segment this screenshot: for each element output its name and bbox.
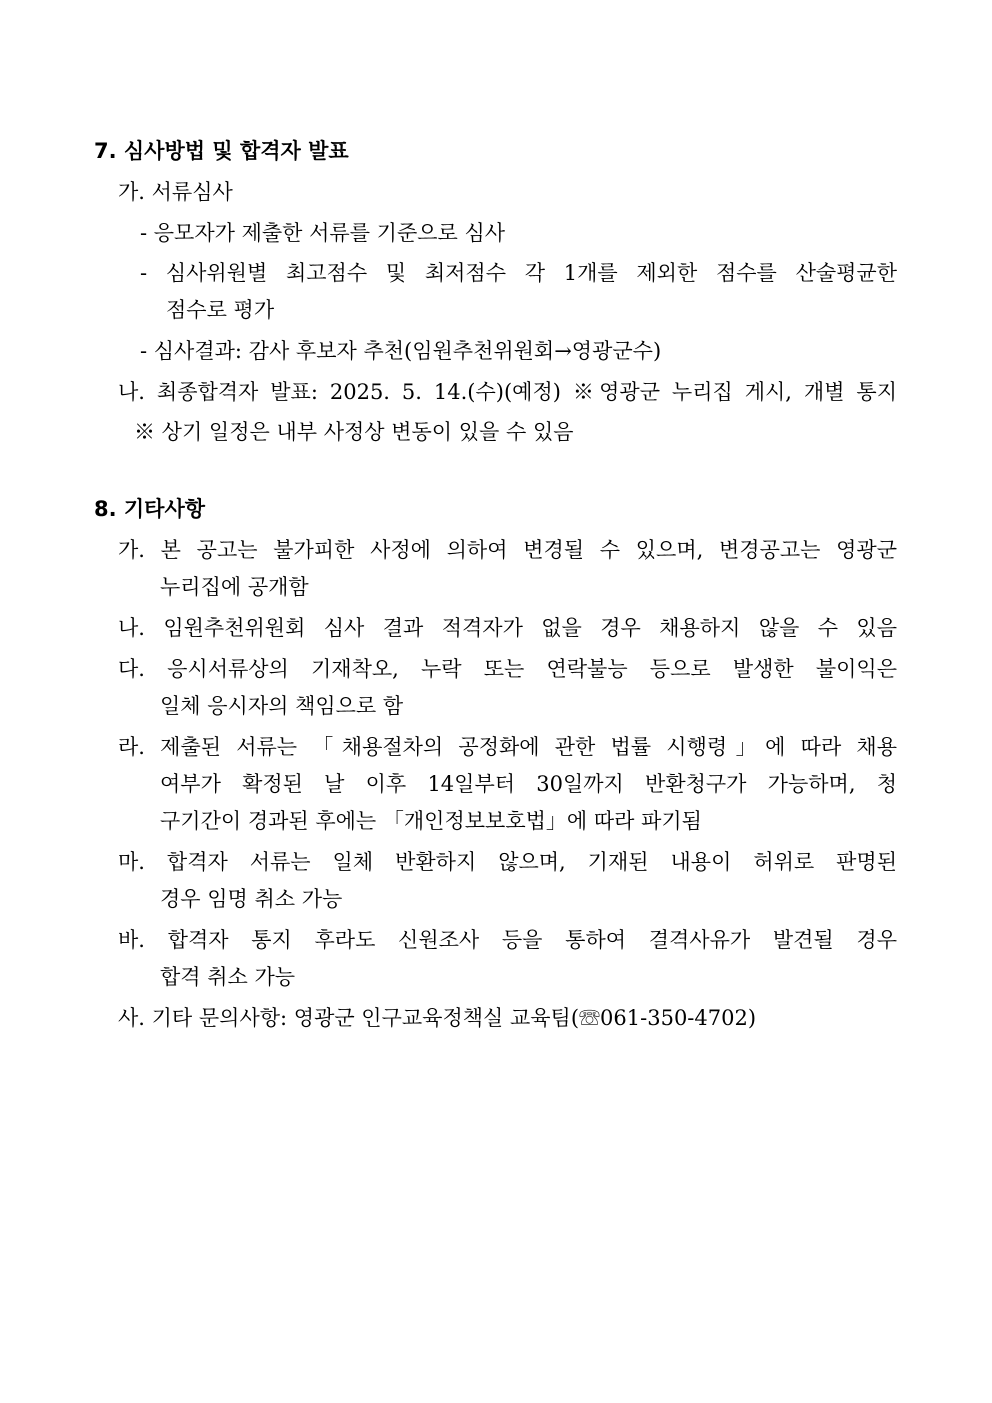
section-8-item-ra-line-3: 구기간이 경과된 후에는 「개인정보보호법」에 따라 파기됨 bbox=[160, 809, 702, 833]
section-8-item-ma-line-1: 마. 합격자 서류는 일체 반환하지 않으며, 기재된 내용이 허위로 판명된 bbox=[118, 850, 897, 874]
section-7-ga-item-1: - 응모자가 제출한 서류를 기준으로 심사 bbox=[140, 221, 506, 245]
section-7-na-line: 나. 최종합격자 발표: 2025. 5. 14.(수)(예정) ※영광군 누리집 게시, 개별 통지 bbox=[118, 380, 897, 404]
section-7-ga-title: 가. 서류심사 bbox=[118, 180, 233, 204]
section-7-ga-item-3: - 심사결과: 감사 후보자 추천(임원추천위원회→영광군수) bbox=[140, 339, 662, 363]
section-8-item-ra-line-2: 여부가 확정된 날 이후 14일부터 30일까지 반환청구가 가능하며, 청 bbox=[160, 772, 897, 796]
section-7-ga-item-2-cont: 점수로 평가 bbox=[166, 298, 275, 322]
section-8-item-na-line-1: 나. 임원추천위원회 심사 결과 적격자가 없을 경우 채용하지 않을 수 있음 bbox=[118, 616, 897, 640]
section-7-ga-item-2: - 심사위원별 최고점수 및 최저점수 각 1개를 제외한 점수를 산술평균한 bbox=[140, 261, 897, 285]
section-8-item-ga-line-2: 누리집에 공개함 bbox=[160, 575, 309, 599]
section-7-note: ※ 상기 일정은 내부 사정상 변동이 있을 수 있음 bbox=[134, 420, 574, 444]
section-8-heading: 8. 기타사항 bbox=[94, 497, 206, 521]
section-8-item-ga-line-1: 가. 본 공고는 불가피한 사정에 의하여 변경될 수 있으며, 변경공고는 영광군 bbox=[118, 538, 897, 562]
section-8-item-sa-line-1: 사. 기타 문의사항: 영광군 인구교육정책실 교육팀(☏061-350-4702) bbox=[118, 1006, 757, 1030]
section-8-item-ba-line-2: 합격 취소 가능 bbox=[160, 965, 296, 989]
section-8-item-da-line-1: 다. 응시서류상의 기재착오, 누락 또는 연락불능 등으로 발생한 불이익은 bbox=[118, 657, 897, 681]
section-7-heading: 7. 심사방법 및 합격자 발표 bbox=[94, 139, 349, 163]
section-8-item-da-line-2: 일체 응시자의 책임으로 함 bbox=[160, 694, 404, 718]
section-8-item-ra-line-1: 라. 제출된 서류는 「채용절차의 공정화에 관한 법률 시행령」에 따라 채용 bbox=[118, 735, 897, 759]
section-8-item-ma-line-2: 경우 임명 취소 가능 bbox=[160, 887, 343, 911]
section-8-item-ba-line-1: 바. 합격자 통지 후라도 신원조사 등을 통하여 결격사유가 발견될 경우 bbox=[118, 928, 897, 952]
